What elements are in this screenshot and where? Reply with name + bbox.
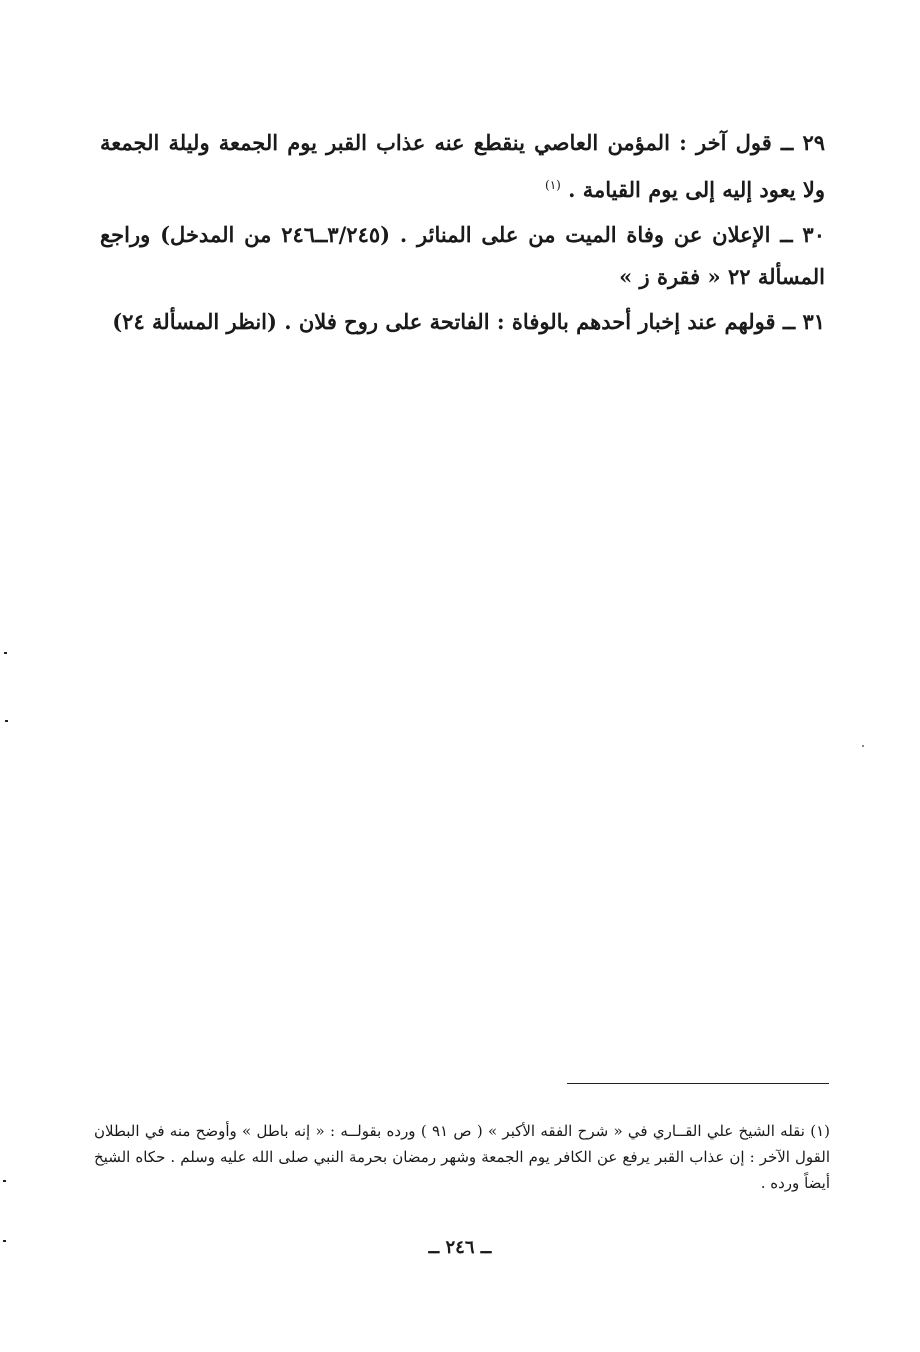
paragraph-31-text: ٣١ ــ قولهم عند إخبار أحدهم بالوفاة : الفاتحة على روح فلان . (انظر المسألة ٢٤) bbox=[112, 309, 825, 334]
scan-speck bbox=[3, 1180, 6, 1182]
footnote-text: (١) نقله الشيخ علي القــاري في « شرح الفقه الأكبر » ( ص ٩١ ) ورده بقولــه : « إنه باطل » وأوضح منه في البطلان القول الآخر : إن عذاب القبر يرفع عن الكافر يوم الجمعة وشهر رمضان بحرمة النبي صلى الله عليه وسلم . حكاه الشيخ أيضاً ورده . bbox=[94, 1122, 830, 1192]
main-text bbox=[100, 122, 825, 346]
paragraph-30 bbox=[100, 214, 825, 298]
paragraph-29-text: ٢٩ ــ قول آخر : المؤمن العاصي ينقطع عنه عذاب القبر يوم الجمعة وليلة الجمعة ولا يعود إليه إلى يوم القيامة . bbox=[100, 130, 825, 202]
paragraph-31 bbox=[100, 301, 825, 343]
scan-speck bbox=[862, 745, 864, 747]
footnote bbox=[94, 1118, 830, 1196]
scan-speck bbox=[4, 652, 7, 654]
footnote-reference: (١) bbox=[545, 178, 561, 192]
scan-speck bbox=[3, 1240, 6, 1242]
footnote-divider bbox=[567, 1083, 829, 1084]
scan-speck bbox=[5, 720, 8, 722]
page-number: ــ ٢٤٦ ــ bbox=[428, 1237, 492, 1258]
paragraph-30-text: ٣٠ ــ الإعلان عن وفاة الميت من على المنائر . (٣/٢٤٥ــ٢٤٦ من المدخل) وراجع المسألة ٢٢ « فقرة ز » bbox=[100, 222, 825, 289]
paragraph-29 bbox=[100, 122, 825, 211]
